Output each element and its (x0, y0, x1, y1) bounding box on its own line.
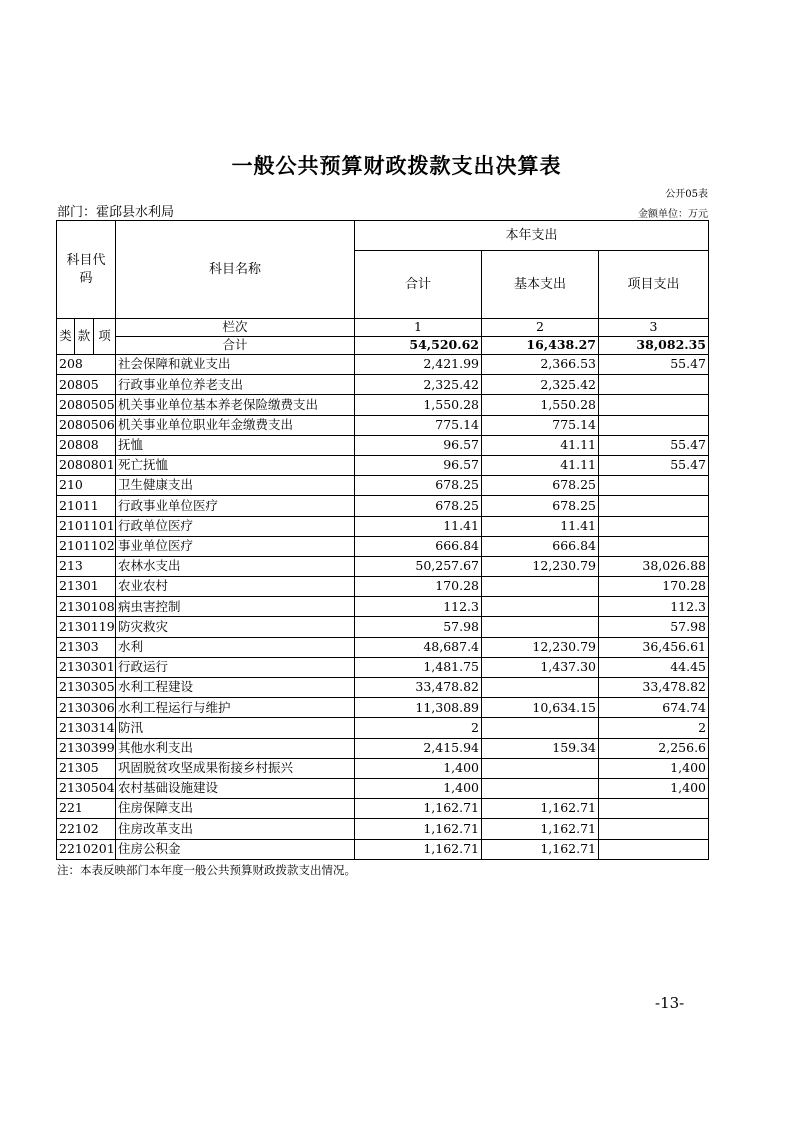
row-name: 机关事业单位基本养老保险缴费支出 (116, 395, 355, 415)
row-code: 20808 (57, 435, 116, 455)
row-total: 170.28 (355, 577, 482, 597)
row-basic: 1,162.71 (482, 839, 599, 859)
row-name: 社会保障和就业支出 (116, 355, 355, 375)
row-total: 2 (355, 718, 482, 738)
table-row (57, 496, 709, 516)
row-basic: 12,230.79 (482, 556, 599, 576)
page-title: 一般公共预算财政拨款支出决算表 (231, 153, 562, 178)
row-name: 机关事业单位职业年金缴费支出 (116, 415, 355, 435)
table-row (57, 657, 709, 677)
table-row (57, 839, 709, 859)
row-project (599, 375, 709, 395)
row-code: 2080505 (57, 395, 116, 415)
row-name: 住房公积金 (116, 839, 355, 859)
row-code: 2080801 (57, 455, 116, 475)
header-code: 科目代码 (57, 221, 116, 319)
row-basic: 10,634.15 (482, 698, 599, 718)
row-name: 行政事业单位养老支出 (116, 375, 355, 395)
row-name: 行政运行 (116, 657, 355, 677)
row-total: 48,687.4 (355, 637, 482, 657)
row-code: 21303 (57, 637, 116, 657)
row-project: 38,026.88 (599, 556, 709, 576)
row-basic (482, 778, 599, 798)
row-name: 病虫害控制 (116, 597, 355, 617)
row-project (599, 839, 709, 859)
row-basic: 666.84 (482, 536, 599, 556)
row-project: 2,256.6 (599, 738, 709, 758)
row-code: 2130306 (57, 698, 116, 718)
row-code: 2080506 (57, 415, 116, 435)
row-name: 防灾救灾 (116, 617, 355, 637)
table-row (57, 617, 709, 637)
row-total: 1,400 (355, 758, 482, 778)
table-row (57, 778, 709, 798)
table-row (57, 556, 709, 576)
row-name: 农业农村 (116, 577, 355, 597)
row-name: 卫生健康支出 (116, 476, 355, 496)
row-total: 2,415.94 (355, 738, 482, 758)
table-row (57, 698, 709, 718)
row-basic: 159.34 (482, 738, 599, 758)
table-row (57, 799, 709, 819)
row-total: 1,481.75 (355, 657, 482, 677)
row-total: 2,421.99 (355, 355, 482, 375)
row-basic (482, 597, 599, 617)
row-project: 1,400 (599, 778, 709, 798)
sum-total: 54,520.62 (355, 337, 482, 355)
row-basic: 1,162.71 (482, 819, 599, 839)
table-row (57, 476, 709, 496)
row-basic: 1,437.30 (482, 657, 599, 677)
row-code: 21305 (57, 758, 116, 778)
row-total: 57.98 (355, 617, 482, 637)
row-project: 33,478.82 (599, 678, 709, 698)
table-row (57, 738, 709, 758)
row-total: 2,325.42 (355, 375, 482, 395)
row-code: 2130119 (57, 617, 116, 637)
table-row (57, 819, 709, 839)
row-basic: 1,162.71 (482, 799, 599, 819)
row-basic: 678.25 (482, 496, 599, 516)
row-code: 208 (57, 355, 116, 375)
row-basic: 41.11 (482, 435, 599, 455)
row-total: 1,162.71 (355, 799, 482, 819)
row-basic: 678.25 (482, 476, 599, 496)
row-name: 事业单位医疗 (116, 536, 355, 556)
row-name: 住房保障支出 (116, 799, 355, 819)
row-project (599, 799, 709, 819)
table-row (57, 516, 709, 536)
row-basic: 41.11 (482, 455, 599, 475)
header-this-year: 本年支出 (355, 221, 709, 251)
row-project: 2 (599, 718, 709, 738)
row-project: 36,456.61 (599, 637, 709, 657)
header-kuan: 款 (75, 319, 94, 355)
row-code: 213 (57, 556, 116, 576)
row-total: 11.41 (355, 516, 482, 536)
row-basic: 2,325.42 (482, 375, 599, 395)
table-row (57, 678, 709, 698)
row-project: 55.47 (599, 455, 709, 475)
table-row (57, 718, 709, 738)
header-total: 合计 (355, 251, 482, 319)
row-basic: 1,550.28 (482, 395, 599, 415)
row-name: 水利工程建设 (116, 678, 355, 698)
row-basic: 2,366.53 (482, 355, 599, 375)
row-code: 2101102 (57, 536, 116, 556)
table-row (57, 355, 709, 375)
row-project (599, 395, 709, 415)
row-basic (482, 617, 599, 637)
expenditure-table (56, 220, 709, 860)
table-row (57, 637, 709, 657)
row-total: 112.3 (355, 597, 482, 617)
row-code: 221 (57, 799, 116, 819)
header-basic: 基本支出 (482, 251, 599, 319)
row-project: 112.3 (599, 597, 709, 617)
table-row (57, 758, 709, 778)
row-name: 死亡抚恤 (116, 455, 355, 475)
row-project (599, 496, 709, 516)
row-name: 行政单位医疗 (116, 516, 355, 536)
row-name: 其他水利支出 (116, 738, 355, 758)
form-number: 公开05表 (665, 189, 708, 200)
row-basic (482, 718, 599, 738)
column-number-3: 3 (599, 319, 709, 337)
table-row (57, 536, 709, 556)
row-total: 1,550.28 (355, 395, 482, 415)
row-total: 1,162.71 (355, 819, 482, 839)
row-total: 96.57 (355, 435, 482, 455)
row-code: 210 (57, 476, 116, 496)
header-project: 项目支出 (599, 251, 709, 319)
row-code: 2101101 (57, 516, 116, 536)
column-number-1: 1 (355, 319, 482, 337)
header-name: 科目名称 (116, 221, 355, 319)
column-number-2: 2 (482, 319, 599, 337)
row-project: 674.74 (599, 698, 709, 718)
row-code: 2130301 (57, 657, 116, 677)
row-total: 96.57 (355, 455, 482, 475)
row-basic (482, 758, 599, 778)
row-project: 57.98 (599, 617, 709, 637)
row-name: 水利工程运行与维护 (116, 698, 355, 718)
row-code: 2130305 (57, 678, 116, 698)
table-row (57, 597, 709, 617)
row-project: 170.28 (599, 577, 709, 597)
row-basic (482, 577, 599, 597)
row-project (599, 536, 709, 556)
row-project (599, 476, 709, 496)
sum-project: 38,082.35 (599, 337, 709, 355)
row-code: 2130314 (57, 718, 116, 738)
row-code: 21011 (57, 496, 116, 516)
row-total: 678.25 (355, 476, 482, 496)
page-number: -13- (655, 994, 685, 1012)
row-project: 55.47 (599, 355, 709, 375)
row-basic (482, 678, 599, 698)
row-project (599, 516, 709, 536)
row-code: 21301 (57, 577, 116, 597)
column-number-label: 栏次 (116, 319, 355, 337)
row-project (599, 415, 709, 435)
header-xiang: 项 (94, 319, 116, 355)
row-total: 678.25 (355, 496, 482, 516)
row-total: 775.14 (355, 415, 482, 435)
row-total: 11,308.89 (355, 698, 482, 718)
row-total: 50,257.67 (355, 556, 482, 576)
row-code: 2210201 (57, 839, 116, 859)
row-basic: 775.14 (482, 415, 599, 435)
table-row (57, 455, 709, 475)
row-name: 巩固脱贫攻坚成果衔接乡村振兴 (116, 758, 355, 778)
row-total: 1,162.71 (355, 839, 482, 859)
header-lei: 类 (57, 319, 75, 355)
row-name: 农村基础设施建设 (116, 778, 355, 798)
row-basic: 11.41 (482, 516, 599, 536)
row-code: 20805 (57, 375, 116, 395)
row-project: 55.47 (599, 435, 709, 455)
row-project (599, 819, 709, 839)
table-row (57, 395, 709, 415)
table-row (57, 577, 709, 597)
table-row (57, 375, 709, 395)
sum-basic: 16,438.27 (482, 337, 599, 355)
table-row (57, 415, 709, 435)
table-row (57, 435, 709, 455)
row-total: 1,400 (355, 778, 482, 798)
row-name: 行政事业单位医疗 (116, 496, 355, 516)
row-code: 2130399 (57, 738, 116, 758)
row-code: 2130504 (57, 778, 116, 798)
row-project: 1,400 (599, 758, 709, 778)
row-name: 水利 (116, 637, 355, 657)
row-name: 抚恤 (116, 435, 355, 455)
row-basic: 12,230.79 (482, 637, 599, 657)
row-name: 住房改革支出 (116, 819, 355, 839)
table-note: 注：本表反映部门本年度一般公共预算财政拨款支出情况。 (57, 863, 356, 877)
row-project: 44.45 (599, 657, 709, 677)
row-name: 农林水支出 (116, 556, 355, 576)
department-label: 部门：霍邱县水利局 (57, 205, 175, 220)
row-name: 防汛 (116, 718, 355, 738)
sum-label: 合计 (116, 337, 355, 355)
row-total: 33,478.82 (355, 678, 482, 698)
row-total: 666.84 (355, 536, 482, 556)
amount-unit: 金额单位：万元 (638, 209, 708, 220)
row-code: 2130108 (57, 597, 116, 617)
row-code: 22102 (57, 819, 116, 839)
